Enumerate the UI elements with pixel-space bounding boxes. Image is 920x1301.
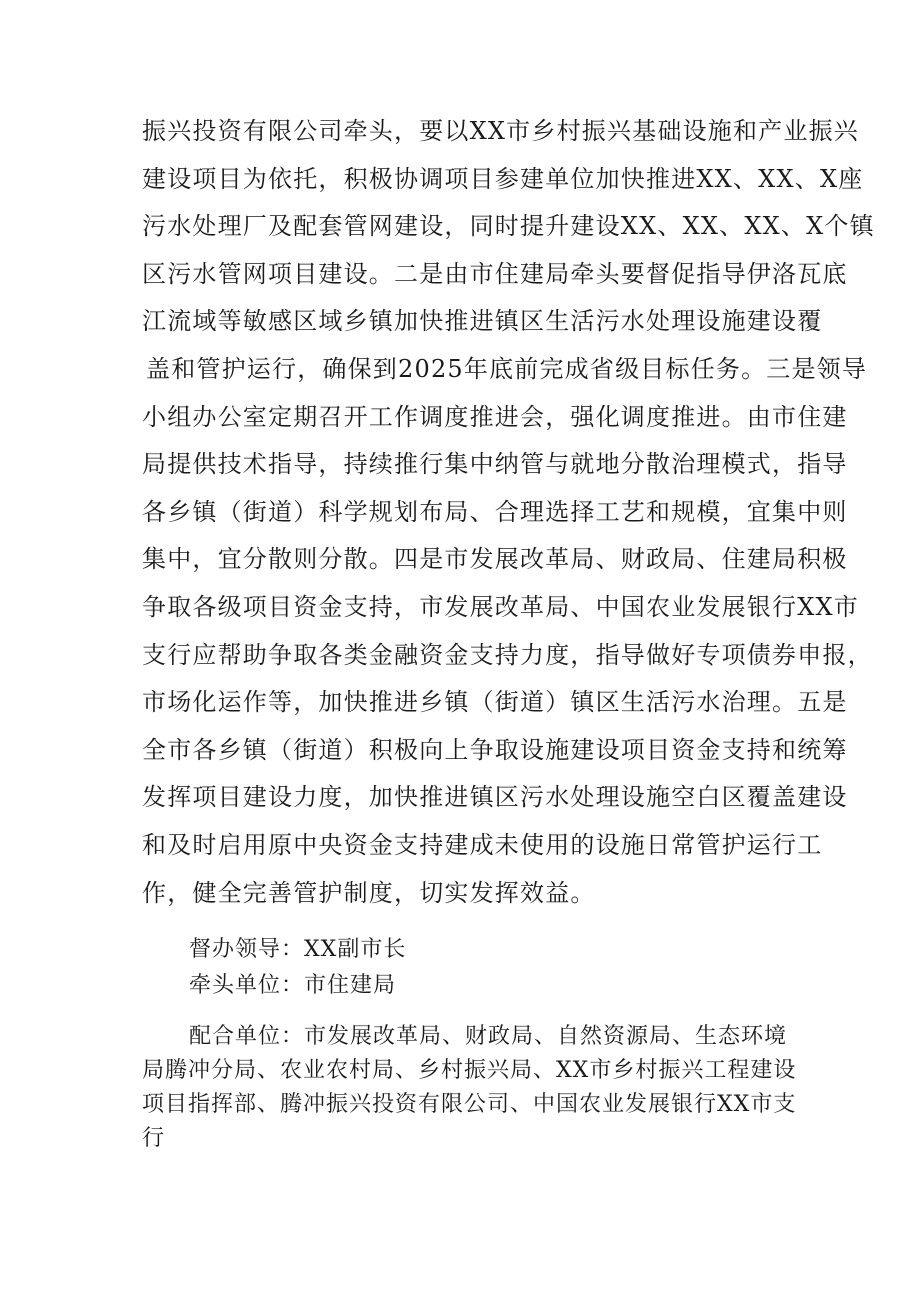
paragraph-line: 小组办公室定期召开工作调度推进会，强化调度推进。由市住建 xyxy=(142,402,848,431)
paragraph-line: 建设项目为依托，积极协调项目参建单位加快推进XX、XX、X座 xyxy=(142,164,864,193)
cooperating-units xyxy=(142,1020,797,1156)
paragraph-line: 支行应帮助争取各类金融资金支持力度，指导做好专项债券申报， xyxy=(142,640,873,669)
paragraph-line: 和及时启用原中央资金支持建成未使用的设施日常管护运行工 xyxy=(142,830,823,859)
supervisor-line: 督办领导：XX副市长 xyxy=(189,937,407,962)
paragraph-line: 区污水管网项目建设。二是由市住建局牵头要督促指导伊洛瓦底 xyxy=(142,259,848,288)
cooperating-line: 局腾冲分局、农业农村局、乡村振兴局、XX市乡村振兴工程建设 xyxy=(142,1058,797,1083)
paragraph-line: 全市各乡镇（街道）积极向上争取设施建设项目资金支持和统筹 xyxy=(142,735,848,764)
cooperating-line: 项目指挥部、腾冲振兴投资有限公司、中国农业发展银行XX市支 xyxy=(142,1092,797,1117)
paragraph-line: 江流域等敏感区域乡镇加快推进镇区生活污水处理设施建设覆 xyxy=(142,307,823,336)
paragraph-line: 发挥项目建设力度，加快推进镇区污水处理设施空白区覆盖建设 xyxy=(142,783,848,812)
main-paragraph xyxy=(142,108,875,917)
paragraph-line: 污水处理厂及配套管网建设，同时提升建设XX、XX、XX、X个镇 xyxy=(142,212,875,241)
paragraph-line: 盖和管护运行，确保到2025年底前完成省级目标任务。三是领导 xyxy=(146,354,868,383)
paragraph-line: 集中，宜分散则分散。四是市发展改革局、财政局、住建局积极 xyxy=(142,545,848,574)
paragraph-line: 局提供技术指导，持续推行集中纳管与就地分散治理模式，指导 xyxy=(142,450,848,479)
paragraph-line: 市场化运作等，加快推进乡镇（街道）镇区生活污水治理。五是 xyxy=(142,688,848,717)
paragraph-line: 争取各级项目资金支持，市发展改革局、中国农业发展银行XX市 xyxy=(142,592,859,621)
paragraph-line: 作，健全完善管护制度，切实发挥效益。 xyxy=(142,878,596,907)
paragraph-line: 振兴投资有限公司牵头，要以XX市乡村振兴基础设施和产业振兴 xyxy=(142,117,859,145)
cooperating-line: 行 xyxy=(142,1126,166,1151)
cooperating-line: 配合单位：市发展改革局、财政局、自然资源局、生态环境 xyxy=(189,1024,788,1049)
responsibility-block xyxy=(142,932,782,1004)
paragraph-line: 各乡镇（街道）科学规划布局、合理选择工艺和规模，宜集中则 xyxy=(142,497,848,526)
lead-unit-line: 牵头单位：市住建局 xyxy=(189,973,397,998)
